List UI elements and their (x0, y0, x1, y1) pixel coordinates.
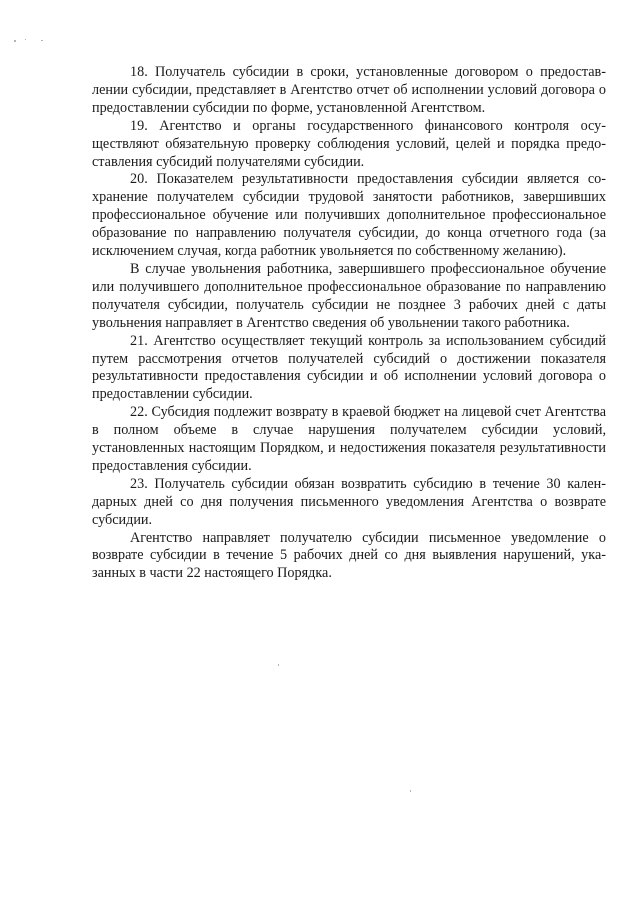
paragraph-23-continuation: Агентство направляет получателю субсидии письменное уведомление о возврате субсидии в течение 5 рабочих дней со дня выявления нарушений, указанных в части 22 настоящего Порядка. (92, 529, 606, 582)
scan-speck (25, 39, 26, 40)
paragraph-21: 21. Агентство осуществляет текущий контроль за использованием субсидий путем рассмотрения отчетов получателей субсидий о достижении показателя результативности предоставления субсидии и об исполнении условий договора о предоставлении субсидии. (92, 332, 606, 403)
paragraph-22: 22. Субсидия подлежит возврату в краевой бюджет на лицевой счет Агентства в полном объеме в случае нарушения получателем субсидии условий, установленных настоящим Порядком, и недостижения показателя результативности предоставления субсидии. (92, 404, 606, 474)
paragraph-20: 20. Показателем результативности предоставления субсидии является сохранение получателем субсидии трудовой занятости работников, завершивших профессиональное обучение или получивших дополнительное профессиональное образование по направлению получателя субсидии, до конца отчетного года (за исключением случая, когда работник увольняется по собственному желанию). (92, 171, 606, 260)
paragraph-20-continuation: В случае увольнения работника, завершившего профессиональное обучение или получившего дополнительное профессиональное образование по направлению получателя субсидии, получатель субсидии не позднее 3 рабочих дней с даты увольнения направляет в Агентство сведения об увольнении такого работника. (92, 260, 606, 331)
scan-speck (410, 790, 411, 792)
document-body (92, 64, 606, 583)
paragraph-23: 23. Получатель субсидии обязан возвратить субсидию в течение 30 календарных дней со дня получения письменного уведомления Агентства о возврате субсидии. (92, 475, 606, 528)
scan-speck (278, 664, 279, 666)
paragraph-18: 18. Получатель субсидии в сроки, установленные договором о предоставлении субсидии, представляет в Агентство отчет об исполнении условий договора о предоставлении субсидии по форме, установленной Агентством. (92, 64, 606, 116)
scan-speck (14, 40, 16, 42)
scan-speck (41, 40, 43, 41)
paragraph-19: 19. Агентство и органы государственного финансового контроля осуществляют обязательную проверку соблюдения условий, целей и порядка предоставления субсидий получателями субсидии. (92, 117, 606, 170)
